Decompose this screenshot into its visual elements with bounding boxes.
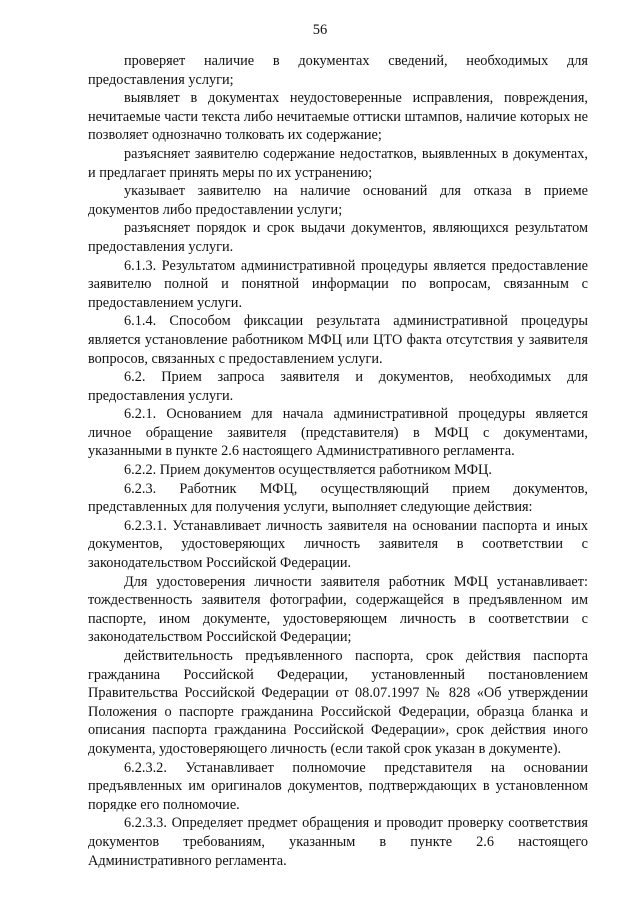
paragraph: 6.2.3. Работник МФЦ, осуществляющий прием документов, представленных для получения услуги, выполняет следующие действия:	[88, 480, 588, 516]
paragraph: разъясняет заявителю содержание недостатков, выявленных в документах, и предлагает принять меры по их устранению;	[88, 145, 588, 181]
paragraph: 6.2.3.1. Устанавливает личность заявителя на основании паспорта и иных документов, удостоверяющих личность заявителя в соответствии с законодательством Российской Федерации.	[88, 517, 588, 572]
paragraph: 6.2.3.2. Устанавливает полномочие представителя на основании предъявленных им оригиналов документов, подтверждающих в установленном порядке его полномочие.	[88, 759, 588, 813]
paragraph: 6.1.4. Способом фиксации результата административной процедуры является установление работником МФЦ или ЦТО факта отсутствия у заявителя вопросов, связанных с предоставлением услуги.	[88, 313, 588, 367]
paragraph: указывает заявителю на наличие оснований для отказа в приеме документов либо предоставлении услуги;	[88, 183, 588, 218]
paragraph: 6.2. Прием запроса заявителя и документов, необходимых для предоставления услуги.	[88, 369, 588, 404]
paragraph: действительность предъявленного паспорта, срок действия паспорта гражданина Российской Федерации, установленный постановлением Правительства Российской Федерации от 08.07.1997 № 828 «Об утверждении Положения о паспорте гражданина Российской Федерации, образца бланка и описания паспорта гражданина Российской Федерации», срок действия иного документа, удостоверяющего личность (если такой срок указан в документе).	[88, 648, 588, 757]
paragraph: проверяет наличие в документах сведений, необходимых для предоставления услуги;	[88, 53, 588, 88]
page-number: 56	[312, 22, 328, 38]
paragraph: 6.1.3. Результатом административной процедуры является предоставление заявителю полной и понятной информации по вопросам, связанным с предоставлением услуги.	[88, 257, 588, 311]
paragraph: Для удостоверения личности заявителя работник МФЦ устанавливает: тождественность заявителя фотографии, содержащейся в предъявленном им паспорте, ином документе, удостоверяющем личность в соответствии с законодательством Российской Федерации;	[88, 573, 588, 646]
paragraph: 6.2.2. Прием документов осуществляется работником МФЦ.	[124, 462, 492, 479]
paragraph: разъясняет порядок и срок выдачи документов, являющихся результатом предоставления услуги.	[88, 220, 588, 255]
paragraph: выявляет в документах неудостоверенные исправления, повреждения, нечитаемые части текста либо нечитаемые оттиски штампов, наличие которых не позволяет однозначно толковать их содержание;	[88, 90, 588, 144]
paragraph: 6.2.3.3. Определяет предмет обращения и проводит проверку соответствия документов требованиям, указанным в пункте 2.6 настоящего Административного регламента.	[88, 815, 588, 869]
document-body	[88, 52, 588, 870]
paragraph: 6.2.1. Основанием для начала административной процедуры является личное обращение заявителя (представителя) в МФЦ с документами, указанными в пункте 2.6 настоящего Административного регламента.	[88, 406, 588, 460]
